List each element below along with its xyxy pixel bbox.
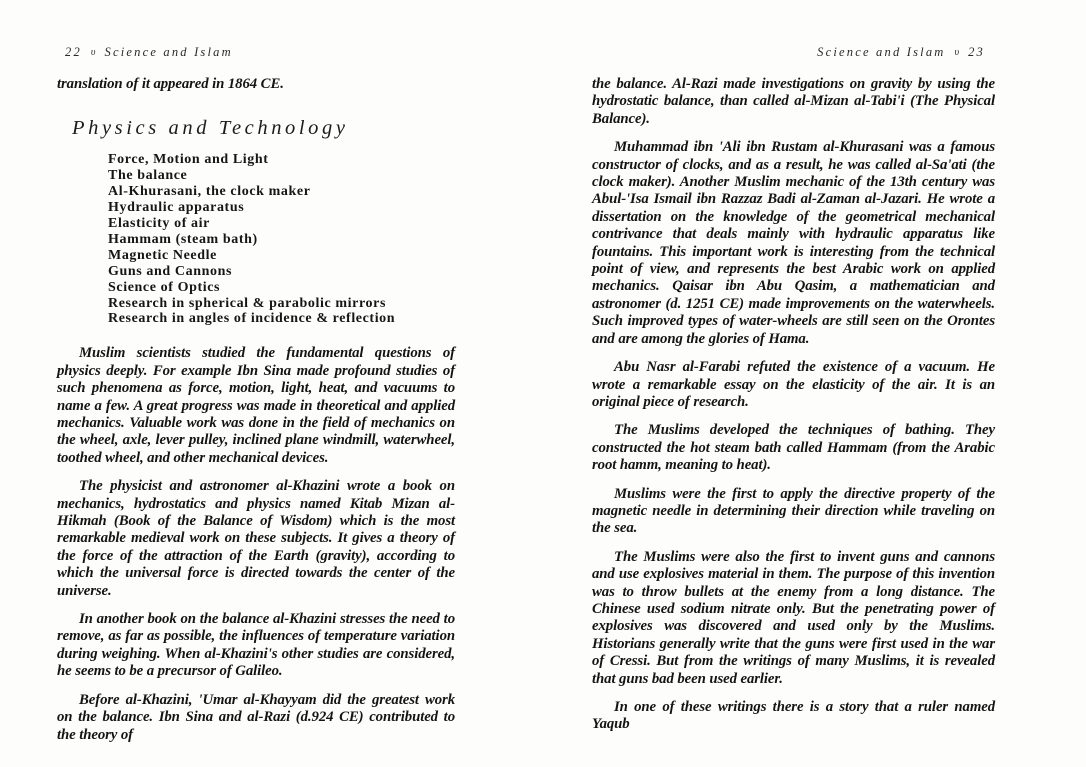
contents-list xyxy=(108,152,455,327)
section-heading: Physics and Technology xyxy=(72,117,349,140)
book-title: Science and Islam xyxy=(817,45,946,59)
contents-item: Research in angles of incidence & reflection xyxy=(108,311,396,327)
body-paragraph: Muslims were the first to apply the directive property of the magnetic needle in determining their direction while traveling on the sea. xyxy=(592,485,995,537)
continuation-paragraph: the balance. Al-Razi made investigations on gravity by using the hydrostatic balance, than called al-Mizan al-Tabi'i (The Physical Balance). xyxy=(592,76,995,127)
book-title: Science and Islam xyxy=(104,45,233,59)
contents-item: Science of Optics xyxy=(108,279,221,295)
body-paragraph: Muhammad ibn 'Ali ibn Rustam al-Khurasani was a famous constructor of clocks, and as a result, he was called al-Sa'ati (the clock maker). Another Muslim mechanic of the 13th century was Abul-'Isa Ismail ibn Razzaz Badi al-Zaman al-Jazari. He wrote a dissertation on the knowledge of the geometrical mechanical contrivance that deals mainly with hydraulic apparatus like fountains. This important work is interesting from the technical point of view, and represents the best Arabic work on applied mechanics. Qaisar ibn Abu Qasim, a mathematician and astronomer (d. 1251 CE) made improvements on the waterwheels. Such improved types of water-wheels are still seen on the Orontes and are among the glories of Hama. xyxy=(592,139,995,347)
contents-item: Hammam (steam bath) xyxy=(108,231,258,247)
body-paragraph: Before al-Khazini, 'Umar al-Khayyam did the greatest work on the balance. Ibn Sina and al-Razi (d.924 CE) contributed to the theory of xyxy=(57,691,455,743)
contents-item: Force, Motion and Light xyxy=(108,152,269,168)
body-paragraph: In another book on the balance al-Khazini stresses the need to remove, as far as possible, the influences of temperature variation during weighing. When al-Khazini's other studies are considered, he seems to be a precursor of Galileo. xyxy=(57,611,455,680)
contents-item: Guns and Cannons xyxy=(108,263,232,279)
body-paragraph: In one of these writings there is a story that a ruler named Yaqub xyxy=(592,699,995,733)
contents-item: The balance xyxy=(108,168,188,184)
body-paragraph: Muslim scientists studied the fundamental questions of physics deeply. For example Ibn Sina made profound studies of such phenomena as force, motion, light, heat, and vacuums to name a few. A great progress was made in theoretical and applied mechanics. Valuable work was done in the field of mechanics on the wheel, axle, lever pulley, inclined plane windmill, waterwheel, toothed wheel, and other mechanical devices. xyxy=(57,345,455,466)
ornament-icon: υ xyxy=(954,47,960,58)
contents-item: Hydraulic apparatus xyxy=(108,200,245,216)
page-header-left xyxy=(57,45,455,60)
body-paragraph: Abu Nasr al-Farabi refuted the existence of a vacuum. He wrote a remarkable essay on the elasticity of the air. It is an original piece of research. xyxy=(592,359,995,410)
left-page xyxy=(57,45,455,744)
ornament-icon: υ xyxy=(90,47,96,58)
page-header-right xyxy=(592,45,995,60)
body-paragraph: The Muslims developed the techniques of bathing. They constructed the hot steam bath called Hammam (from the Arabic root hamm, meaning to heat). xyxy=(592,422,995,474)
contents-item: Research in spherical & parabolic mirrors xyxy=(108,295,386,311)
continuation-paragraph: translation of it appeared in 1864 CE. xyxy=(57,76,284,92)
contents-item: Al-Khurasani, the clock maker xyxy=(108,184,311,200)
contents-item: Elasticity of air xyxy=(108,216,210,232)
body-paragraph: The Muslims were also the first to invent guns and cannons and use explosives material in them. The purpose of this invention was to throw bullets at the enemy from a long distance. The Chinese used sodium nitrate only. But the penetrating power of explosives was discovered and used only by the Muslims. Historians generally write that the guns were first used in the war of Cressi. But from the writings of many Muslims, it is revealed that guns bad been used earlier. xyxy=(592,548,995,687)
contents-item: Magnetic Needle xyxy=(108,247,217,263)
body-paragraph: The physicist and astronomer al-Khazini wrote a book on mechanics, hydrostatics and physics named Kitab Mizan al-Hikmah (Book of the Balance of Wisdom) which is the most remarkable medieval work on these subjects. It gives a theory of the force of the attraction of the Earth (gravity), according to which the universal force is directed towards the center of the universe. xyxy=(57,478,455,599)
page-number: 22 xyxy=(65,45,82,59)
right-page xyxy=(592,45,995,734)
page-number: 23 xyxy=(968,45,985,59)
